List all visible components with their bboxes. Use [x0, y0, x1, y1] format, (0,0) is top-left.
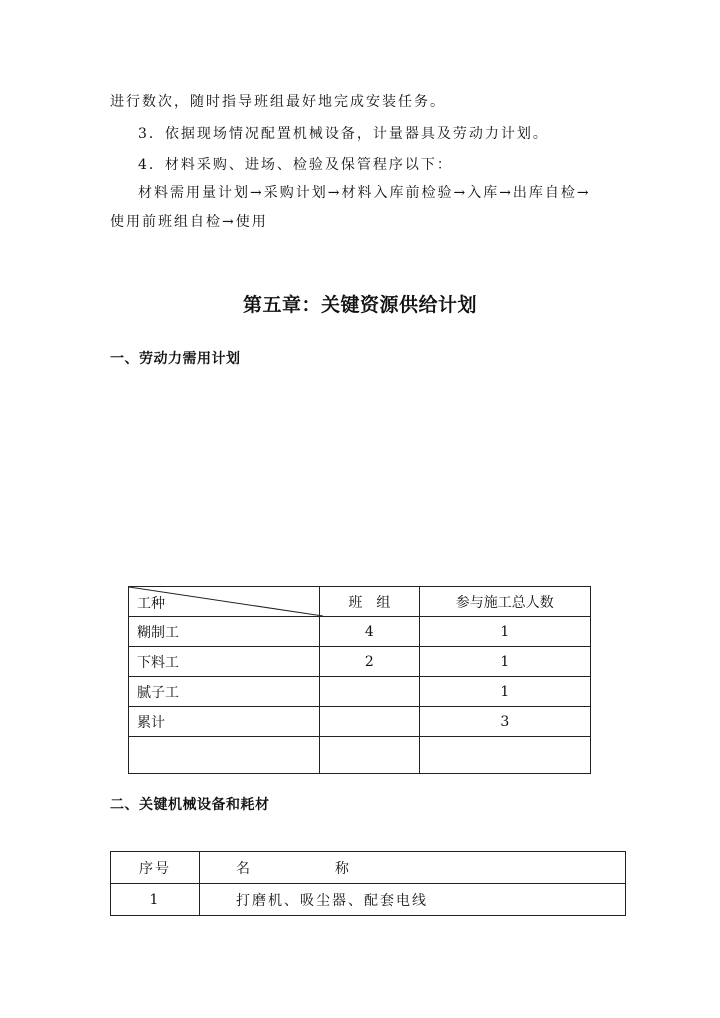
paragraph-process-line: 材料需用量计划→采购计划→材料入库前检验→入库→出库自检→: [138, 185, 591, 201]
header-cell-name: [200, 852, 626, 884]
cell-type: 下料工: [129, 647, 320, 677]
cell-team: [320, 677, 419, 707]
table-row: [129, 737, 591, 774]
paragraph-item-3: 3．依据现场情况配置机械设备，计量器具及劳动力计划。: [138, 126, 549, 142]
cell-no: 1: [111, 884, 200, 916]
cell-total: 1: [419, 647, 590, 677]
cell-type: 糊制工: [129, 617, 320, 647]
section-title-equipment: 二、关键机械设备和耗材: [110, 797, 270, 813]
table-row: [129, 617, 591, 647]
cell-team: 2: [320, 647, 419, 677]
table-header-row: [129, 587, 591, 617]
section-title-labor: 一、劳动力需用计划: [110, 351, 241, 367]
chapter-title: 第五章：关键资源供给计划: [242, 294, 477, 316]
cell-team: [320, 707, 419, 737]
cell-total: 1: [419, 677, 590, 707]
paragraph-process-cont: 使用前班组自检→使用: [110, 214, 268, 230]
header-name-b: 称: [334, 860, 351, 877]
header-cell-total: 参与施工总人数: [419, 587, 590, 617]
header-name-a: 名: [236, 860, 252, 877]
table-row: [129, 707, 591, 737]
table-header-row: [111, 852, 626, 884]
table-row: [129, 677, 591, 707]
header-cell-type: [129, 587, 320, 617]
cell-total: [419, 737, 590, 774]
labor-table: [128, 586, 591, 774]
cell-type: 腻子工: [129, 677, 320, 707]
cell-name: 打磨机、吸尘器、配套电线: [200, 884, 626, 916]
table-row: [111, 884, 626, 916]
table-row: [129, 647, 591, 677]
equipment-table: [110, 851, 626, 916]
header-cell-team: 班 组: [320, 587, 419, 617]
paragraph-line-1: 进行数次，随时指导班组最好地完成安装任务。: [110, 94, 446, 110]
cell-total: 3: [419, 707, 590, 737]
cell-type: 累计: [129, 707, 320, 737]
paragraph-item-4: 4．材料采购、进场、检验及保管程序以下：: [138, 157, 453, 173]
header-type-label: 工种: [137, 596, 165, 612]
cell-total: 1: [419, 617, 590, 647]
header-cell-no: 序号: [111, 852, 200, 884]
cell-type: [129, 737, 320, 774]
cell-team: 4: [320, 617, 419, 647]
cell-team: [320, 737, 419, 774]
